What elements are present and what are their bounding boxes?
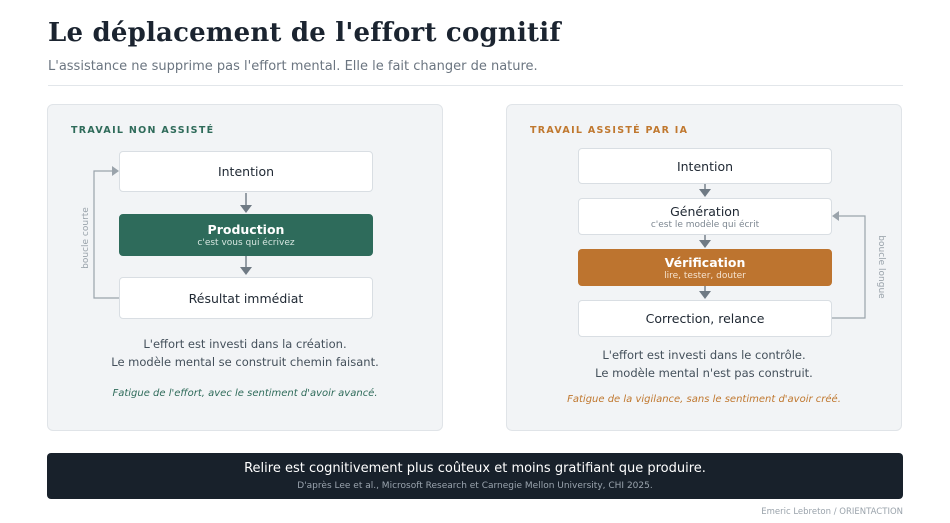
step-generation xyxy=(578,198,832,235)
header-divider xyxy=(48,85,903,86)
long-loop-label: boucle longue xyxy=(876,235,886,299)
step-intention xyxy=(119,151,373,192)
step-title: Production xyxy=(207,222,285,237)
author-credit: Emeric Lebreton / ORIENTACTION xyxy=(761,507,903,517)
step-immediate-result xyxy=(119,277,373,319)
step-title: Intention xyxy=(217,164,275,179)
banner-source: D'après Lee et al., Microsoft Research et Carnegie Mellon University, CHI 2025. xyxy=(297,481,653,491)
step-subtitle: c'est le modèle qui écrit xyxy=(650,219,760,230)
page-title: Le déplacement de l'effort cognitif xyxy=(48,18,561,48)
panel-label: TRAVAIL NON ASSISTÉ xyxy=(71,125,215,136)
explanation-line: Le modèle mental n'est pas construit. xyxy=(595,366,813,380)
ai-assisted-work-panel xyxy=(506,104,902,431)
step-subtitle: lire, tester, douter xyxy=(664,270,746,281)
explanation-line: L'effort est investi dans la création. xyxy=(143,337,347,351)
step-title: Résultat immédiat xyxy=(188,290,304,306)
fatigue-note: Fatigue de l'effort, avec le sentiment d'avoir avancé. xyxy=(112,388,378,399)
step-title: Vérification xyxy=(664,254,746,270)
step-title: Intention xyxy=(676,158,734,174)
step-production xyxy=(119,214,373,256)
explanation-line: Le modèle mental se construit chemin faisant. xyxy=(111,355,379,369)
conclusion-banner xyxy=(47,453,903,499)
step-verification xyxy=(578,249,832,286)
step-intention xyxy=(578,148,832,184)
panel-label: TRAVAIL ASSISTÉ PAR IA xyxy=(530,125,689,136)
banner-statement: Relire est cognitivement plus coûteux et moins gratifiant que produire. xyxy=(244,461,706,476)
unassisted-work-panel xyxy=(47,104,443,431)
page-subtitle: L'assistance ne supprime pas l'effort mental. Elle le fait changer de nature. xyxy=(48,59,538,74)
step-subtitle: c'est vous qui écrivez xyxy=(197,238,295,248)
step-title: Correction, relance xyxy=(645,311,765,326)
explanation-line: L'effort est investi dans le contrôle. xyxy=(602,348,806,362)
short-loop-label: boucle courte xyxy=(81,207,91,269)
step-title: Génération xyxy=(670,203,740,219)
fatigue-note: Fatigue de la vigilance, sans le sentiment d'avoir créé. xyxy=(567,394,841,405)
step-correction xyxy=(578,300,832,337)
